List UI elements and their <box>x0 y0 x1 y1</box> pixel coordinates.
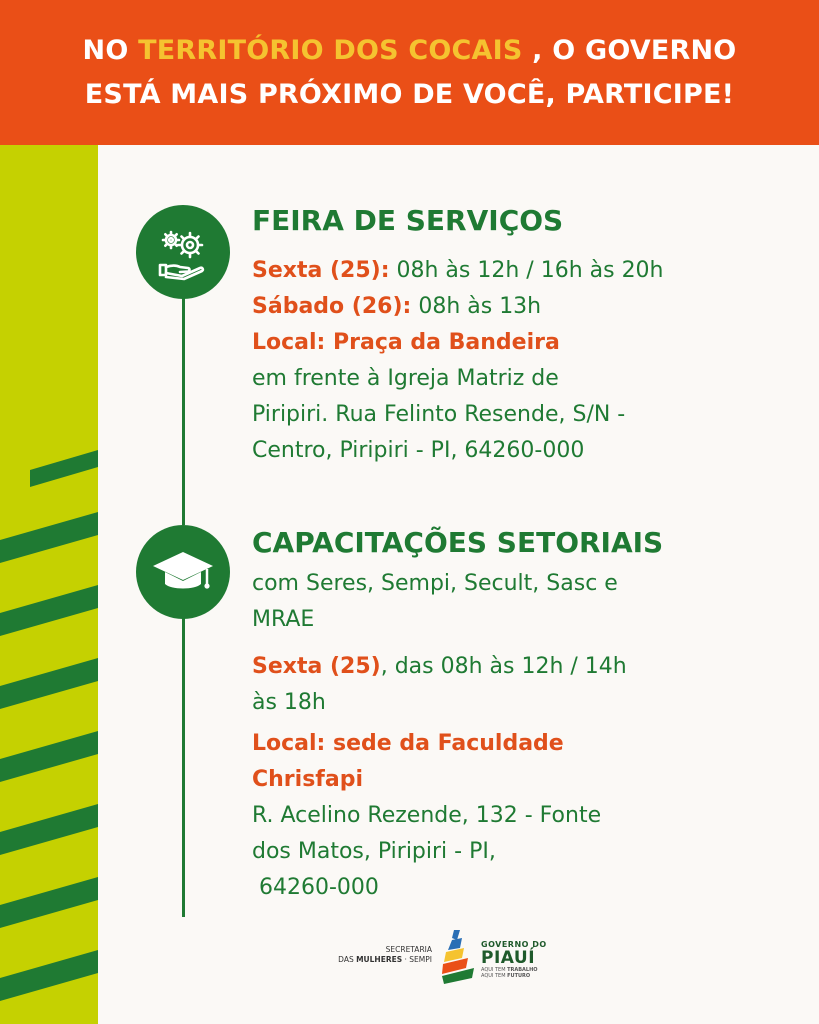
capacitacoes-subtitle-line: com Seres, Sempi, Secult, Sasc e <box>252 571 618 596</box>
capacitacoes-sexta-hours: , das 08h às 12h / 14h <box>380 654 627 679</box>
header-line-1 <box>83 29 737 73</box>
secretaria-line1: SECRETARIA <box>385 945 432 954</box>
stripe-pattern <box>0 145 98 1024</box>
graduation-cap-icon <box>136 525 230 619</box>
header-line-2: ESTÁ MAIS PRÓXIMO DE VOCÊ, PARTICIPE! <box>84 78 735 110</box>
gov-main-text: PIAUÍ <box>481 948 536 968</box>
timeline-line-1 <box>182 290 185 525</box>
secretaria-line2 <box>328 955 432 965</box>
capacitacoes-address-line: R. Acelino Rezende, 132 - Fonte <box>252 803 602 828</box>
capacitacoes-sexta-row <box>252 649 627 685</box>
gov-tag2-bold: FUTURO <box>507 973 531 979</box>
capacitacoes-sexta-label: Sexta (25) <box>252 654 381 679</box>
capacitacoes-sexta-hours-cont: às 18h <box>252 690 326 715</box>
secretaria-logo <box>328 945 432 965</box>
capacitacoes-address-line: 64260-000 <box>252 875 379 900</box>
feira-title: FEIRA DE SERVIÇOS <box>252 204 564 237</box>
gov-tagline-2 <box>481 973 547 979</box>
header-line1-post: , O GOVERNO <box>532 34 737 66</box>
feira-details <box>252 253 664 469</box>
decorative-stripe <box>0 145 98 1024</box>
capacitacoes-details <box>252 649 627 906</box>
feira-sabado-hours: 08h às 13h <box>411 294 542 319</box>
capacitacoes-subtitle <box>252 566 618 638</box>
feira-address-line: em frente à Igreja Matriz de <box>252 366 559 391</box>
piaui-logo-mark-icon <box>440 928 476 984</box>
feira-sexta-row <box>252 253 664 289</box>
feira-sexta-hours: 08h às 12h / 16h às 20h <box>389 258 664 283</box>
capacitacoes-local-label: Local: sede da Faculdade <box>252 731 564 756</box>
feira-local-label: Local: Praça da Bandeira <box>252 330 560 355</box>
capacitacoes-local-label: Chrisfapi <box>252 767 363 792</box>
secretaria-bold: MULHERES <box>356 955 403 964</box>
gov-tag1-bold: TRABALHO <box>507 967 538 973</box>
capacitacoes-title: CAPACITAÇÕES SETORIAIS <box>252 526 664 559</box>
capacitacoes-address-line: dos Matos, Piripiri - PI, <box>252 839 496 864</box>
gov-tag1-pre: AQUI TEM <box>481 967 508 973</box>
header-banner <box>0 0 819 145</box>
feira-address-line: Piripiri. Rua Felinto Resende, S/N - <box>252 402 626 427</box>
secretaria-post: · SEMPI <box>402 955 432 964</box>
gears-hand-icon <box>136 205 230 299</box>
feira-sexta-label: Sexta (25): <box>252 258 390 283</box>
capacitacoes-subtitle-line: MRAE <box>252 607 315 632</box>
timeline-line-2 <box>182 615 185 917</box>
gov-top-text: GOVERNO DO <box>481 940 547 949</box>
feira-address-line: Centro, Piripiri - PI, 64260-000 <box>252 438 585 463</box>
feira-sabado-label: Sábado (26): <box>252 294 412 319</box>
header-line1-pre: NO <box>82 34 129 66</box>
governo-piaui-logo <box>481 940 547 979</box>
header-highlight: TERRITÓRIO DOS COCAIS <box>138 34 523 66</box>
secretaria-pre: DAS <box>338 955 357 964</box>
feira-sabado-row <box>252 289 664 325</box>
gov-tag2-pre: AQUI TEM <box>481 973 508 979</box>
